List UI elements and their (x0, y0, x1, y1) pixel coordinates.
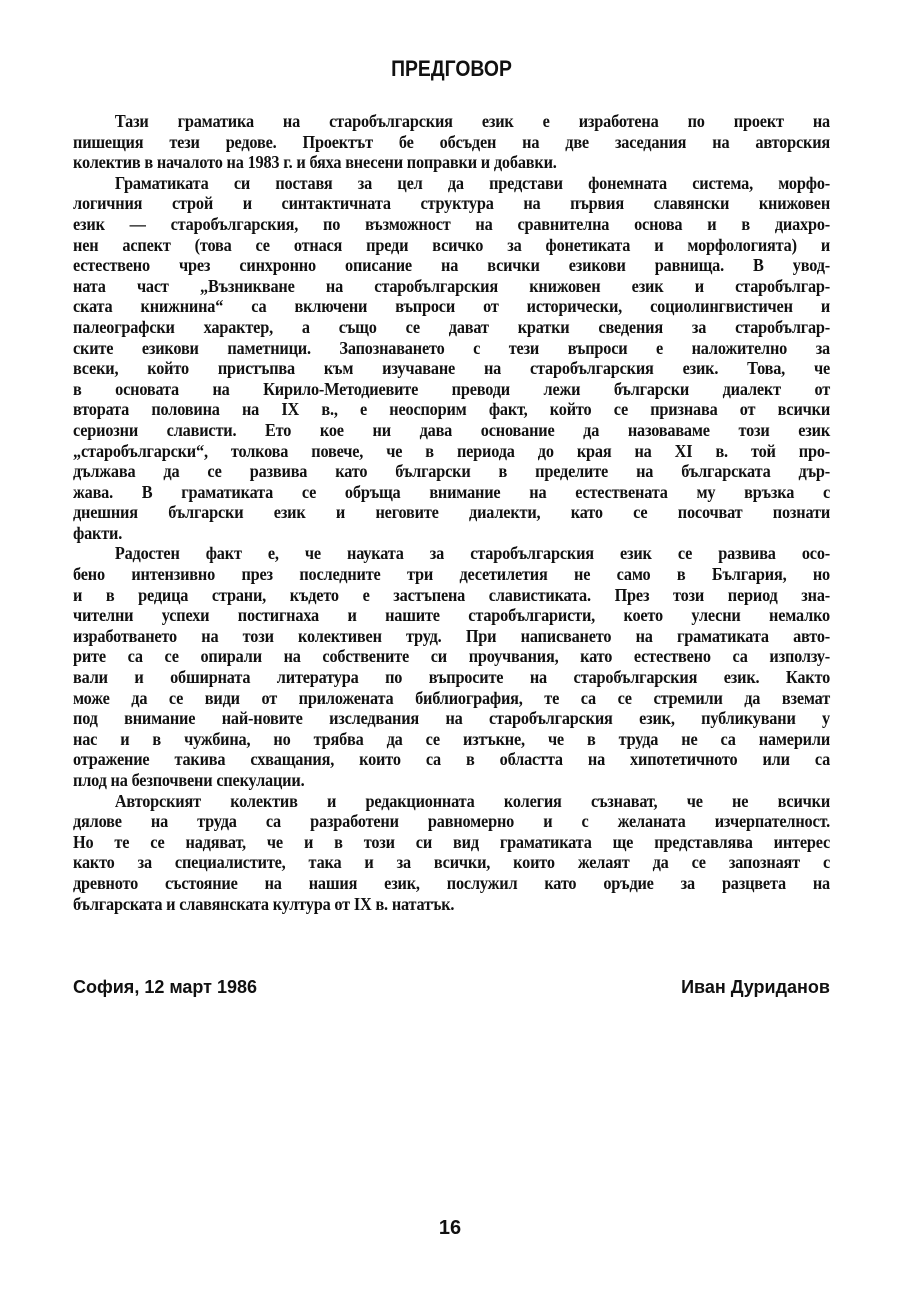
text-line: колектив в началото на 1983 г. и бяха внесени поправки и добавки. (73, 152, 557, 173)
text-line: естествено чрез синхронно описание на всички езикови равнища. В увод- (73, 255, 831, 276)
text-line: изработването на този колективен труд. При написването на граматиката авто- (73, 625, 831, 646)
text-line: дялове на труда са разработени равномерно и с желаната изчерпателност. (73, 811, 831, 832)
text-line: рите са се опирали на собствените си проучвания, като естествено са използу- (73, 646, 831, 667)
text-line: нас и в чужбина, но трябва да се изтъкне, че в труда не са намерили (73, 728, 831, 749)
text-line: „старобългарски“, толкова повече, че в периода до края на XI в. той про- (73, 440, 831, 461)
paragraph (73, 173, 830, 544)
text-line: в основата на Кирило-Методиевите преводи лежи български диалект от (73, 378, 831, 399)
text-line: отражение такива схващания, които са в областта на хипотетичното или са (73, 749, 831, 770)
text-line: бено интензивно през последните три десетилетия не само в България, но (73, 564, 831, 585)
text-line: вали и обширната литература по въпросите на старобългарския език. Както (73, 667, 831, 688)
place-date: София, 12 март 1986 (73, 977, 258, 997)
text-line: всеки, който пристъпва към изучаване на старобългарския език. Това, че (73, 358, 831, 379)
text-line: ските езикови паметници. Запознаването с тези въпроси е наложително за (73, 337, 831, 358)
text-line: дължава да се развива като български в пределите на българската дър- (73, 461, 831, 482)
text-line: българската и славянската култура от IX в. нататък. (73, 893, 455, 914)
text-line: и в редица страни, където е застъпена славистиката. През този период зна- (73, 584, 831, 605)
text-line: нен аспект (това се отнася преди всичко за фонетиката и морфологията) и (73, 234, 831, 255)
text-line: жава. В граматиката се обръща внимание на естествената му връзка с (73, 481, 831, 502)
text-line: Радостен факт е, че науката за старобългарския език се развива осо- (114, 543, 831, 564)
text-line: Но те се надяват, че и в този си вид граматиката ще представлява интерес (73, 831, 831, 852)
text-line: факти. (73, 522, 123, 543)
text-line: чителни успехи постигнаха и нашите старобългаристи, което улесни немалко (73, 605, 831, 626)
text-line: пишещия тези редове. Проектът бе обсъден на две заседания на авторския (73, 131, 831, 152)
signature-block (73, 977, 830, 1001)
text-line: древното състояние на нашия език, послужил като оръдие за разцвета на (73, 872, 831, 893)
text-line: Авторският колектив и редакционната колегия съзнават, че не всички (114, 790, 831, 811)
text-line: плод на безпочвени спекулации. (73, 770, 305, 790)
body-text (73, 111, 830, 914)
text-line: палеографски характер, а също се дават кратки сведения за старобългар- (73, 316, 831, 337)
text-line: втората половина на IX в., е неоспорим факт, който се признава от всички (73, 399, 831, 420)
text-line: език — старобългарския, по възможност на сравнителна основа и в диахро- (73, 213, 831, 234)
text-line: Граматиката си поставя за цел да представи фонемната система, морфо- (114, 172, 831, 193)
page-title: ПРЕДГОВОР (391, 56, 512, 81)
paragraph (73, 111, 830, 173)
paragraph (73, 543, 830, 790)
text-line: Тази граматика на старобългарския език е изработена по проект на (114, 111, 831, 131)
text-line: ската книжнина“ са включени въпроси от исторически, социолингвистичен и (73, 296, 831, 317)
text-line: както за специалистите, така и за всички, които желаят да се запознаят с (73, 852, 831, 873)
text-line: логичния строй и синтактичната структура на първия славянски книжовен (73, 193, 831, 214)
text-line: сериозни слависти. Ето кое ни дава основание да назоваваме този език (73, 419, 831, 440)
paragraph (73, 791, 830, 915)
author-name: Иван Дуриданов (681, 977, 830, 997)
text-line: днешния български език и неговите диалекти, като се посочват познати (73, 502, 831, 523)
text-line: под внимание най-новите изследвания на старобългарския език, публикувани у (73, 708, 831, 729)
text-line: ната част „Възникване на старобългарския книжовен език и старобългар- (73, 275, 831, 296)
page-number: 16 (438, 1217, 462, 1239)
text-line: може да се види от приложената библиография, те са се стремили да вземат (73, 687, 831, 708)
